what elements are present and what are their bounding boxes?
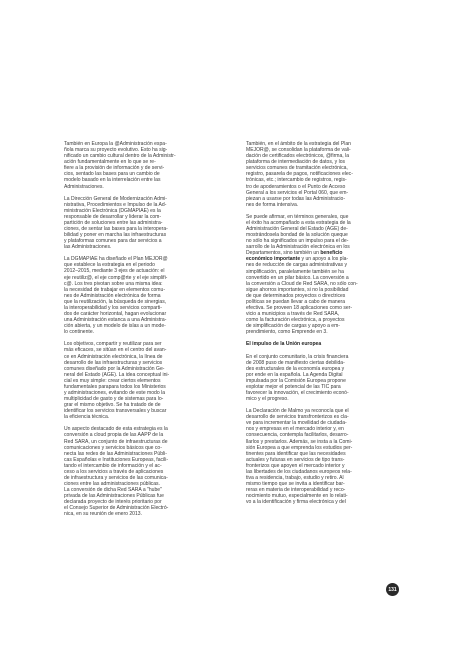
left-column	[64, 141, 228, 524]
paragraph	[246, 214, 410, 336]
paragraph: La DGMAPIAE ha diseñado el Plan MEJOR@ que establece la estrategia en el periodo 2012–2015, mediante 3 ejes de actuación: el eje reutiliz@, el eje comp@rte y el eje simplifi- c@. Los tres pivotan sobre una misma idea: la necesidad de trabajar en elementos comu- nes de Administración electrónica de forma que la reutilización, la búsqueda de sinergias, la interoperabilidad y los servicios comparti- dos de carácter horizontal, hagan evolucionar una Administración estanca a una Administra- ción abierta, y un modelo de islas a un mode- lo continente.	[64, 256, 168, 336]
paragraph: Los objetivos, compartir y reutilizar para ser más eficaces, se sitúan en el centro del avan- ce en Administración electrónica, la línea de desarrollo de las infraestructuras y servicios comunes diseñado por la Administración Ge- neral del Estado (AGE). La idea conceptual ini- cial es muy simple: crear ciertos elementos fundamentales parapara todos los Ministerios y administraciones, evitando de este modo la multiplicidad de gasto y de sistemas para lo- grar el mismo objetivo. Se ha tratado de de identificar los servicios transversales y buscar la eficiencia técnica.	[64, 341, 170, 421]
section-heading: El impulso de la Unión europea	[246, 341, 322, 348]
paragraph: Un aspecto destacado de esta estrategia es la conversión a cloud propia de las AAPP de la Red SARA, un conjunto de infraestructuras de comunicaciones y servicios básicos que co- necta las redes de las Administraciones Públi- cas Españolas e Instituciones Europeas, facili- tando el intercambio de información y el ac- ceso a los servicios a través de aplicaciones de infraestructura y servicios de las comunica- ciones entre las administraciones públicas. La conversión de dicha Red SARA a "hube" privada de las Administraciones Públicas fue declarada proyecto de interés prioritario por el Consejo Superior de Administración Electró- nica, en su reunión de enero 2013.	[64, 426, 169, 518]
page-number-badge	[386, 583, 399, 596]
right-column	[246, 141, 410, 511]
paragraph: La Dirección General de Modernización Admi- nistrativa, Procedimientos e Impulso de la Ad- ministración Electrónica (DGMAPIAE) es la responsable de desarrollar y liderar la com- partición de soluciones entre las administra- ciones, de sentar las bases para la interopera- bilidad y poner en marcha las infraestructuras y plataformas comunes para dar servicios a las Administraciones.	[64, 195, 168, 251]
paragraph: La Declaración de Malmo ya reconocía que el desarrollo de servicios transfronterizos es cla- ve para incrementar la movilidad de ciudada- nos y empresas en el mercado interior y, en consecuencia, contempla facilitarlos, desarro- llarlos y prestarlos. Además, se insta a la Comi- sión Europea a que emprenda los estudios per- tinentes para identificar que las necesidades actuales y futuras en servicios de tipo trans- fronterizos que apoyen el mercado interior y las libertades de los ciudadanos europeos rela- tiva a residencia, trabajo, estudio y retiro. Al mismo tiempo que se invita a identificar bar- reras en materia de interoperabilidad y reco- nocimiento mutuo, especialmente en lo relati- vo a la identificación y firma electrónica y del	[246, 408, 353, 506]
paragraph: También en Europa la @Administración espa- ñola marca su proyecto evolutivo. Esto ha sig- nificado un cambio cultural dentro de la Administr- ación fundamentalmente en lo que se re- fiere a la provisión de información y de servi- cios, sentado las bases para un cambio de modelo basado en la interrelación entre las Administraciones.	[64, 141, 176, 190]
paragraph-text: y un apoyo a los pla- nes de reducción de cargas administrativas y simplificación, paralelamente también se ha convertido en un pilar básico. La conversión a la conversión a Cloud de Red SARA, no sólo con- sigue ahorros importantes, si no la posibilidad de que determinados proyectos o directrices políticas se puedan llevar a cabo de manera efectiva. Se proveen 18 aplicaciones como ser- vicio a municipios a través de Red SARA, como la facturación electrónica, a proyectos de simplificación de cargas y apoyo a em- prendimiento, como Emprende en 3.	[246, 256, 358, 336]
highlight-text: beneficio económico importante	[246, 250, 343, 263]
paragraph-text: Se puede afirmar, en términos generales, que el éxito ha acompañado a esta estrategia de la Administración General del Estado (AGE) de- mostrándosela bondad de la solución queque no sólo ha significados un impulso para el de- sarrollo de la Administración electrónica en los Departamentos, sino también un	[246, 213, 351, 257]
paragraph: También, en el ámbito de la estrategia del Plan MEJOR@, se consolidan la plataforma de vali- dación de certificados electrónicos, @firma, la plataforma de intermediación de datos, y los servicios comunes de tramitación electrónica, registro, pasarela de pagos, notificaciones elec- trónicas, etc.; intercambio de registros, regis- tro de apoderamientos o el Punto de Acceso General a los servicios el Portal 060, que em- piezan a usarse por todas las Administracio- nes de forma intensiva.	[246, 141, 353, 208]
page-number: 131	[388, 586, 397, 593]
paragraph: En el conjunto comunitario, la crisis financiera de 2008 puso de manifiesto ciertas debilida- des estructurales de la economía europea y por ende en la española. La Agenda Digital impulsada por la Comisión Europea propone explotar mejor el potencial de las TIC para favorecer la innovación, el crecimiento econó- mico y el progreso.	[246, 353, 349, 403]
